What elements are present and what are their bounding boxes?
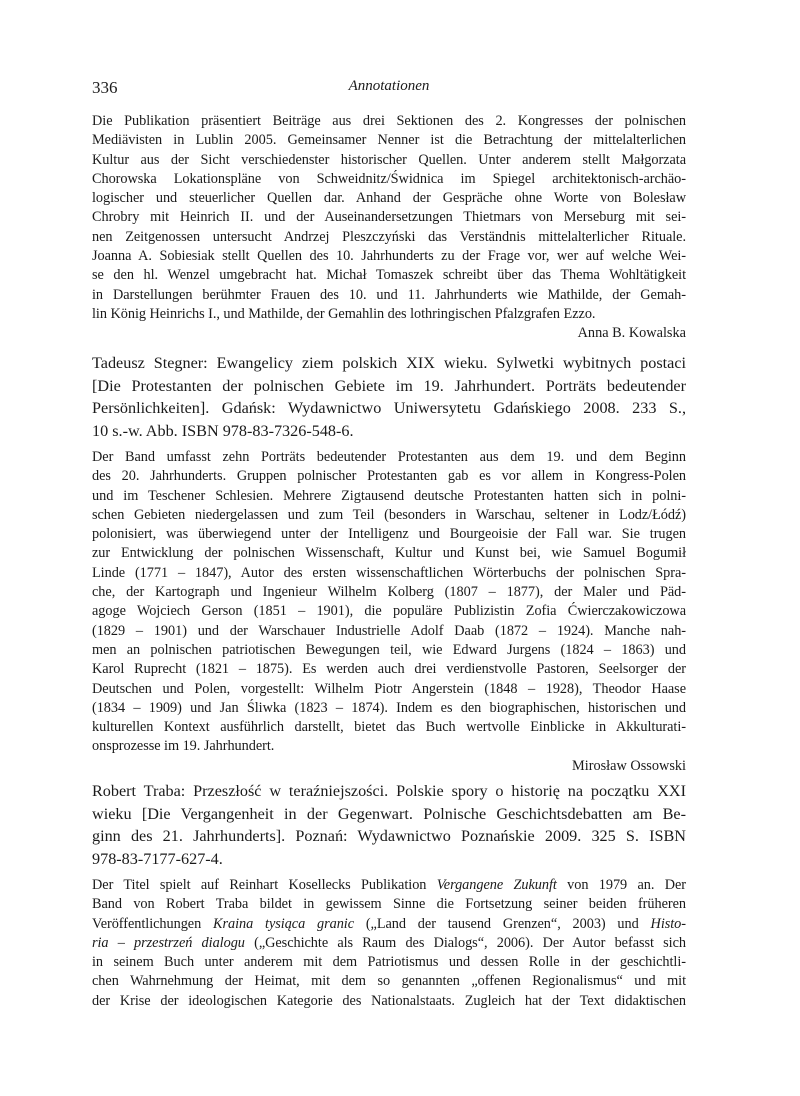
text-line: polonisiert, was überwiegend unter der Intelligenz und Bourgeoisie der Fall war. Sie trugen [92, 526, 686, 543]
text-line: se den hl. Wenzel umgebracht hat. Michał Tomaszek schreibt über das Thema Wohltätigkeit [92, 267, 686, 284]
text-line: Kultur aus der Sicht verschiedenster historischer Quellen. Unter anderem stellt Małgorzata [92, 151, 686, 168]
text-line: der Krise der ideologischen Kategorie des Nationalstaats. Zugleich hat der Text didaktischen [92, 992, 686, 1009]
text-line [92, 934, 686, 953]
review-3 [92, 780, 686, 870]
text-line: und im Teschener Schlesien. Mehrere Zigtausend deutsche Protestanten hatten sich in polni- [92, 487, 686, 504]
text-line: in Darstellungen berühmter Frauen des 10. und 11. Jahrhunderts wie Mathilde, der Gemah- [92, 286, 686, 303]
review-3-body [92, 876, 686, 1011]
review-2-body [92, 448, 686, 757]
review-2 [92, 352, 686, 442]
reviewer-signature: Mirosław Ossowski [572, 757, 686, 774]
text-line: Die Publikation präsentiert Beiträge aus drei Sektionen des 2. Kongresses der polnischen [92, 113, 686, 129]
text-line [92, 915, 686, 934]
book-title: Vergangene Zukunft [436, 877, 557, 893]
text-line: lin König Heinrichs I., und Mathilde, der Gemahlin des lothringischen Pfalzgrafen Ezzo. [92, 305, 596, 322]
text-line: Band von Robert Traba bildet in gewissem Sinne die Fortsetzung seiner beiden früheren [92, 896, 686, 913]
page-header [92, 78, 686, 100]
heading-line: [Die Protestanten der polnischen Gebiete im 19. Jahrhundert. Porträts bedeutender [92, 376, 686, 395]
text-line: Chrobry mit Heinrich II. und der Auseinandersetzungen Thietmars von Merseburg mit sei- [92, 209, 686, 226]
heading-line: 10 s.-w. Abb. ISBN 978-83-7326-548-6. [92, 421, 354, 440]
text-line: (1834 – 1909) und Jan Śliwka (1823 – 1874). Indem es den biographischen, historischen und [92, 699, 686, 716]
review-1-body [92, 112, 686, 324]
text-run: Der Titel spielt auf Reinhart Kosellecks Publikation [92, 877, 437, 893]
book-title: ria – przestrzeń dialogu [92, 934, 245, 951]
text-line: agoge Wojciech Gerson (1851 – 1901), die populäre Publizistin Zofia Ćwierczakowiczowa [92, 603, 686, 620]
heading-line: 978-83-7177-627-4. [92, 849, 223, 868]
text-line: che, der Kartograph und Ingenieur Wilhelm Kolberg (1807 – 1877), der Maler und Päd- [92, 584, 686, 601]
page-number: 336 [92, 78, 118, 97]
book-title: Kraina tysiąca granic [213, 915, 355, 932]
book-title: Histo- [650, 915, 686, 932]
text-line: Joanna A. Sobiesiak stellt Quellen des 10. Jahrhunderts zu der Frage vor, wer auf welche Wei- [92, 248, 686, 265]
text-line: in seinem Buch unter anderem mit dem Patriotismus und dessen Rolle in der geschichtli- [92, 954, 686, 971]
reviewer-signature: Anna B. Kowalska [577, 325, 686, 342]
text-run: Veröffentlichungen [92, 915, 214, 932]
text-line: kulturellen Kontext ausführlich darstellt, bietet das Buch wertvolle Einblicke in Akkulturati- [92, 719, 686, 736]
heading-line: wieku [Die Vergangenheit in der Gegenwart. Polnische Geschichtsdebatten am Be- [92, 804, 686, 823]
heading-line: ginn des 21. Jahrhunderts]. Poznań: Wydawnictwo Poznańskie 2009. 325 S. ISBN [92, 827, 686, 845]
text-line: nen Zeitgenossen untersucht Andrzej Pleszczyński das Verständnis mittelalterlicher Rituale. [92, 228, 686, 245]
text-line: Chorowska Lokationspläne von Schweidnitz/Świdnica im Spiegel architektonisch-archäo- [92, 170, 686, 187]
review-2-heading [92, 352, 686, 442]
text-line: Deutschen und Polen, vorgestellt: Wilhelm Piotr Angerstein (1848 – 1928), Theodor Haase [92, 680, 686, 697]
review-1 [92, 112, 686, 344]
text-line: chen Wahrnehmung der Heimat, mit dem so genannten „offenen Regionalismus“ und mit [92, 973, 686, 990]
text-line: Mediävisten in Lublin 2005. Gemeinsamer Nenner ist die Betrachtung der mittelalterlichen [92, 132, 686, 149]
text-line: des 20. Jahrhunderts. Gruppen polnischer Protestanten gab es vor allem in Kongress-Polen [92, 468, 686, 485]
text-line: men an polnischen patriotischen Bewegungen teil, wie Edward Jurgens (1824 – 1863) und [92, 641, 686, 658]
text-line: Der Band umfasst zehn Porträts bedeutender Protestanten aus dem 19. und dem Beginn [92, 449, 686, 465]
text-line: logischer und steuerlicher Quellen dar. Anhand der Gespräche ohne Worte von Bolesław [92, 190, 686, 207]
review-2-text [92, 448, 686, 776]
text-run: („Geschichte als Raum des Dialogs“, 2006). Der Autor befasst sich [244, 934, 686, 951]
heading-line: Tadeusz Stegner: Ewangelicy ziem polskich XIX wieku. Sylwetki wybitnych postaci [92, 354, 686, 372]
text-line: Linde (1771 – 1847), Autor des ersten wissenschaftlichen Wörterbuchs der polnischen Spra- [92, 564, 686, 581]
review-3-heading [92, 780, 686, 870]
review-3-text [92, 876, 686, 1011]
text-line: onsprozesse im 19. Jahrhundert. [92, 738, 275, 755]
text-line: (1829 – 1901) und der Warschauer Industrielle Adolf Daab (1872 – 1924). Manche nah- [92, 622, 686, 639]
text-line: Karol Ruprecht (1821 – 1875). Es werden auch drei verdienstvolle Pastoren, Seelsorger der [92, 661, 686, 678]
text-line: zur Entwicklung der polnischen Wissenschaft, Kultur und Kunst bei, wie Samuel Bogumił [92, 545, 686, 562]
text-line: schen Gebieten niedergelassen und zum Teil (besonders in Warschau, seltener in Lodz/Łódź) [92, 506, 686, 523]
text-run: („Land der tausend Grenzen“, 2003) und [354, 915, 651, 932]
running-head: Annotationen [348, 78, 430, 94]
text-run: von 1979 an. Der [556, 877, 686, 893]
text-line [92, 876, 686, 895]
heading-line: Persönlichkeiten]. Gdańsk: Wydawnictwo Uniwersytetu Gdańskiego 2008. 233 S., [92, 399, 686, 417]
heading-line: Robert Traba: Przeszłość w teraźniejszości. Polskie spory o historię na początku XXI [92, 782, 686, 800]
